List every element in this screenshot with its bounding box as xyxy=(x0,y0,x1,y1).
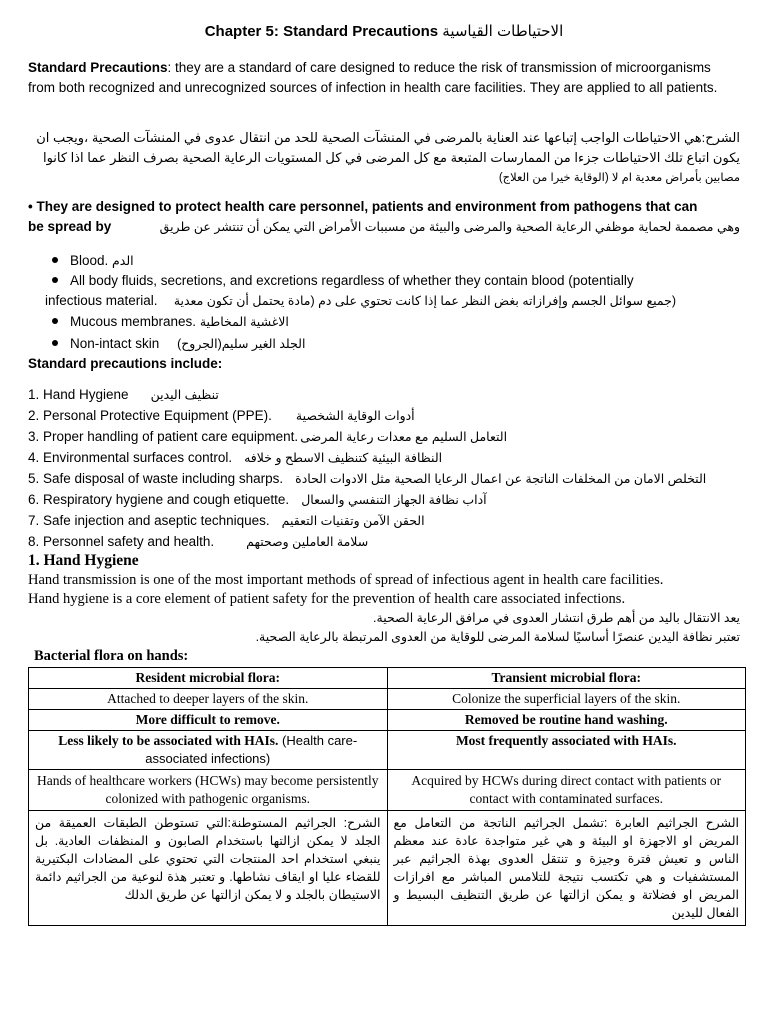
bullet-continuation-ar: (جميع سوائل الجسم وإفرازاته بغض النظر عما إذا كانت تحتوي على دم (مادة يحتمل أن تكون معدية xyxy=(173,294,676,308)
table-row xyxy=(29,770,746,811)
precaution-item xyxy=(28,534,368,549)
precaution-en: 5. Safe disposal of waste including sharps. xyxy=(28,471,284,486)
bullet-item xyxy=(52,336,305,351)
table-header-row xyxy=(29,668,746,689)
table-cell: Most frequently associated with HAIs. xyxy=(387,731,746,770)
precaution-ar: سلامة العاملين وصحتهم xyxy=(246,535,369,549)
bullet-dot-icon xyxy=(52,340,58,346)
table-cell: More difficult to remove. xyxy=(29,710,388,731)
precaution-item xyxy=(28,387,219,402)
precaution-en: 6. Respiratory hygiene and cough etiquette. xyxy=(28,492,290,507)
definition-paragraph xyxy=(28,58,740,98)
title-ar: الاحتياطات القياسية xyxy=(442,23,564,40)
hand-hygiene-heading: 1. Hand Hygiene xyxy=(28,552,139,569)
definition-text: : they are a standard of care designed to reduce the risk of transmission of microorganisms from both recognized and unrecognized sources of infection in health care facilities. They are applied to all patients. xyxy=(28,60,718,95)
table-header-cell: Transient microbial flora: xyxy=(387,668,746,689)
bullet-item xyxy=(52,253,134,268)
definition-ar-line-2: يكون اتباع تلك الاحتياطات جزءا من الممارسات المتبعة مع كل المرضى في كل المستويات الرعاية الصحية بصرف النظر عما اذا كانوا xyxy=(42,150,740,165)
precaution-en: 3. Proper handling of patient care equipment. xyxy=(28,429,299,444)
table-row xyxy=(29,710,746,731)
include-heading: Standard precautions include: xyxy=(28,356,223,371)
table-cell: Removed be routine hand washing. xyxy=(387,710,746,731)
precaution-en: 4. Environmental surfaces control. xyxy=(28,450,233,465)
precaution-ar: التخلص الامان من المخلفات الناتجة عن اعمال الرعايا الصحية مثل الادوات الحادة xyxy=(295,472,707,486)
precaution-en: 8. Personnel safety and health. xyxy=(28,534,215,549)
precaution-ar: النظافة البيئية كتنظيف الاسطح و خلافه xyxy=(244,451,443,465)
precaution-ar: الحقن الآمن وتقنيات التعقيم xyxy=(281,514,425,528)
definition-ar-line-1: الشرح:هي الاحتياطات الواجب إتباعها عند العناية بالمرضى في المنشآت الصحية للحد من انتقال عدوى في المنشآت الصحية ،ويجب ان xyxy=(36,130,740,145)
table-header-cell: Resident microbial flora: xyxy=(29,668,388,689)
bullet-ar: الجلد الغير سليم(الجروح) xyxy=(177,337,306,351)
precaution-item xyxy=(28,408,415,423)
precaution-ar: تنظيف اليدين xyxy=(150,388,219,402)
hand-hygiene-ar-1: يعد الانتقال باليد من أهم طرق انتشار العدوى في مرافق الرعاية الصحية. xyxy=(373,611,740,625)
bullet-dot-icon xyxy=(52,257,58,263)
bullet-ar: الاغشية المخاطية xyxy=(199,315,289,329)
table-row xyxy=(29,689,746,710)
precaution-ar: التعامل السليم مع معدات رعاية المرضى xyxy=(300,430,508,444)
table-row xyxy=(29,731,746,770)
precaution-en: 2. Personal Protective Equipment (PPE). xyxy=(28,408,272,423)
precaution-ar: أدوات الوقاية الشخصية xyxy=(295,409,415,423)
bullet-item xyxy=(52,314,289,329)
bullet-en: All body fluids, secretions, and excretions regardless of whether they contain blood (potentially xyxy=(70,273,634,288)
precaution-item xyxy=(28,513,425,528)
hand-hygiene-ar-2: تعتبر نظافة اليدين عنصرًا أساسيًا لسلامة المرضى للوقاية من العدوى المرتبطة بالرعاية الصحية. xyxy=(255,630,740,644)
precaution-item xyxy=(28,429,507,444)
protect-line-2-ar: وهي مصممة لحماية موظفي الرعاية الصحية والمرضى والبيئة من مسببات الأمراض التي يمكن أن تنتشر عن طريق xyxy=(159,220,740,234)
bullet-continuation-en: infectious material. xyxy=(45,293,158,308)
table-cell-ar: الشرح: الجراثيم المستوطنة:التي تستوطن الطبقات العميقة من الجلد لا يمكن ازالتها باستخدام الصابون و المنظفات العادية. بل ينبغي استخدام احد المنتجات التي تحتوي على المضادات البكتيرية للقضاء عليا او ايقاف نشاطها. و تعتبر هذة لنوعية من الجراثيم دائمة الاستيطان بالجلد و لا يمكن ازالتها عن طريق الدلك xyxy=(29,811,388,926)
bullet-en: Mucous membranes. xyxy=(70,314,197,329)
flora-table xyxy=(28,667,746,926)
definition-ar-line-3: مصابين بأمراض معدية ام لا (الوقاية خيرا من العلاج) xyxy=(498,172,740,184)
protect-line-2-en: be spread by xyxy=(28,219,112,234)
bullet-dot-icon xyxy=(52,318,58,324)
precaution-item xyxy=(28,492,487,507)
table-cell: Colonize the superficial layers of the skin. xyxy=(387,689,746,710)
bullet-item xyxy=(52,273,634,288)
precaution-ar: آداب نظافة الجهاز التنفسي والسعال xyxy=(301,493,487,507)
table-cell: Acquired by HCWs during direct contact with patients or contact with contaminated surfaces. xyxy=(387,770,746,811)
bullet-ar: الدم xyxy=(112,254,134,268)
hand-hygiene-line-1: Hand transmission is one of the most important methods of spread of infectious agent in health care facilities. xyxy=(28,572,664,588)
precaution-item xyxy=(28,471,706,486)
table-cell: Attached to deeper layers of the skin. xyxy=(29,689,388,710)
title-en: Chapter 5: Standard Precautions xyxy=(204,23,439,40)
table-cell-bold: Less likely to be associated with HAIs. xyxy=(58,733,279,748)
bullet-en: Blood. xyxy=(70,253,109,268)
precaution-en: 1. Hand Hygiene xyxy=(28,387,129,402)
table-cell: Hands of healthcare workers (HCWs) may become persistently colonized with pathogenic organisms. xyxy=(29,770,388,811)
bullet-dot-icon xyxy=(52,277,58,283)
protect-line-1: • They are designed to protect health care personnel, patients and environment from pathogens that can xyxy=(28,199,698,214)
precaution-en: 7. Safe injection and aseptic techniques. xyxy=(28,513,270,528)
table-caption: Bacterial flora on hands: xyxy=(34,648,189,664)
table-cell-suffix: (Health care-associated infections) xyxy=(145,733,358,766)
table-cell xyxy=(29,731,388,770)
bullet-en: Non-intact skin xyxy=(70,336,160,351)
page-title xyxy=(0,22,768,40)
hand-hygiene-line-2: Hand hygiene is a core element of patient safety for the prevention of health care associated infections. xyxy=(28,591,626,607)
table-row xyxy=(29,811,746,926)
definition-term: Standard Precautions xyxy=(28,60,168,75)
precaution-item xyxy=(28,450,442,465)
table-cell-ar: الشرح الجراثيم العابرة :تشمل الجراثيم الناتجة من التعامل مع المريض او الاجهزة او البيئة و هي غير متواجدة عادة عند معظم الناس و تعيش فترة وجيزة و تنتقل العدوى بهذة الجراثيم عبر المستشفيات و هي تكتسب نتيجة للتلامس المباشر مع افرازات المريض او فضلاتة و يمكن ازالتها عن طريق التنظيف البسيط و الفعال لليدين xyxy=(387,811,746,926)
